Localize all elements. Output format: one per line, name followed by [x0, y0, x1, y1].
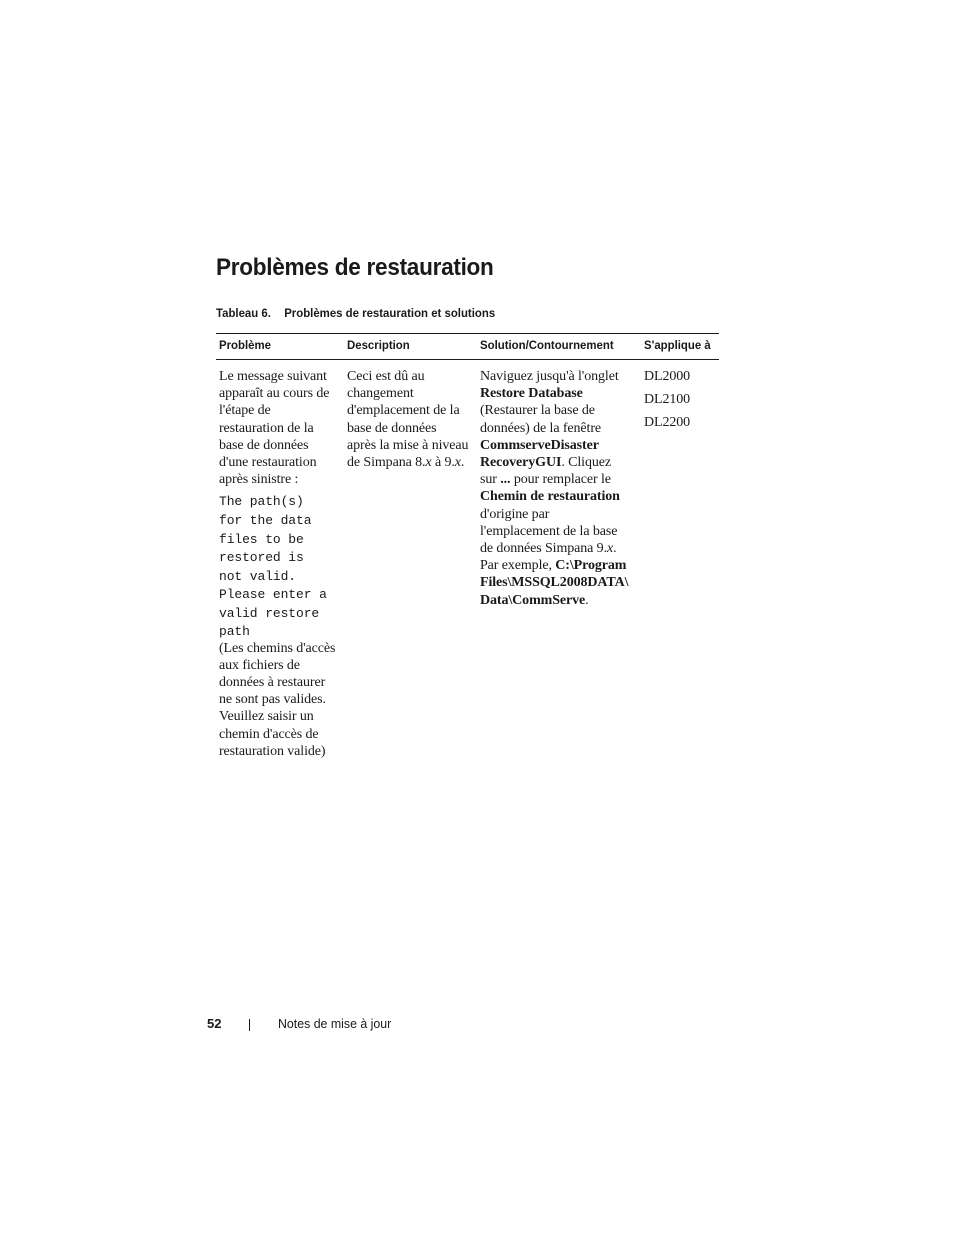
solution-line: (Restaurer la base de [480, 403, 595, 419]
description-text: . [460, 455, 465, 471]
solution-line: Naviguez jusqu'à l'onglet [480, 369, 619, 384]
example-path: Files\MSSQL2008DATA\ [480, 575, 629, 591]
solution-text: sur [480, 472, 501, 488]
solution-line [480, 574, 636, 591]
header-applies-to: S'applique à [644, 338, 711, 352]
problem-cell [219, 368, 341, 760]
problem-intro-line: Le message suivant [219, 369, 327, 384]
problem-intro-line: apparaît au cours de [219, 386, 330, 402]
problem-translation-line: restauration valide) [219, 743, 326, 759]
solution-line: données) de la fenêtre [480, 420, 602, 436]
solution-text: de données Simpana 9. [480, 541, 607, 557]
problem-intro-line: d'une restauration [219, 455, 317, 471]
description-line [347, 454, 475, 471]
code-line: The path(s) [219, 494, 304, 510]
code-line: restored is [219, 550, 304, 566]
problem-intro-line: restauration de la [219, 420, 314, 436]
problem-intro-line: l'étape de [219, 403, 271, 419]
problem-translation-line: Veuillez saisir un [219, 709, 314, 725]
example-path: Data\CommServe [480, 592, 586, 608]
code-line: not valid. [219, 568, 297, 584]
model-dl2100: DL2100 [644, 392, 691, 408]
solution-line [480, 454, 636, 471]
header-probleme: Problème [219, 338, 271, 352]
problem-translation-line: ne sont pas valides. [219, 692, 326, 708]
description-line: changement [347, 386, 414, 402]
table-row [216, 360, 719, 780]
solution-line [480, 592, 636, 609]
table-caption [216, 306, 495, 320]
description-line: après la mise à niveau [347, 437, 469, 453]
description-text: de Simpana 8. [347, 455, 426, 471]
footer-document-title: Notes de mise à jour [278, 1016, 392, 1031]
browse-button-label: ... [500, 472, 511, 488]
model-dl2200: DL2200 [644, 415, 691, 431]
version-variable: x [606, 541, 614, 557]
description-text: à 9. [431, 455, 455, 471]
restore-problems-table [216, 333, 719, 780]
header-description: Description [347, 338, 410, 352]
solution-text: . Cliquez [561, 455, 611, 471]
solution-line [480, 488, 636, 505]
solution-line [480, 557, 636, 574]
table-caption-text: Problèmes de restauration et solutions [284, 306, 496, 320]
problem-translation-line: aux fichiers de [219, 657, 300, 673]
window-name: RecoveryGUI [480, 455, 562, 471]
error-message-code [219, 493, 341, 639]
footer-separator [249, 1019, 250, 1031]
code-line: valid restore [219, 605, 320, 621]
code-line: files to be [219, 531, 304, 547]
problem-translation-line: (Les chemins d'accès [219, 640, 336, 656]
description-line: base de données [347, 420, 437, 436]
window-name: CommserveDisaster [480, 437, 599, 453]
solution-cell [480, 368, 636, 609]
solution-text: pour remplacer le [510, 472, 611, 488]
description-line: Ceci est dû au [347, 369, 425, 384]
problem-intro-line: après sinistre : [219, 472, 299, 488]
solution-line: l'emplacement de la base [480, 523, 618, 539]
solution-line [480, 540, 636, 557]
code-line: for the data [219, 513, 312, 529]
model-dl2000: DL2000 [644, 369, 691, 384]
problem-translation-line: chemin d'accès de [219, 726, 319, 742]
problem-intro-line: base de données [219, 437, 309, 453]
page-title: Problèmes de restauration [216, 254, 494, 281]
problem-translation-line: données à restaurer [219, 674, 326, 690]
example-path: C:\Program [555, 558, 627, 574]
solution-line: d'origine par [480, 506, 550, 522]
solution-line [480, 437, 636, 454]
code-line: Please enter a [219, 587, 327, 603]
table-caption-number: Tableau 6. [216, 306, 271, 320]
solution-text: . [613, 541, 617, 557]
header-solution: Solution/Contournement [480, 338, 614, 352]
version-variable: x [454, 455, 461, 471]
solution-line [480, 471, 636, 488]
description-cell [347, 368, 475, 471]
table-header-row [216, 334, 719, 360]
page-number: 52 [207, 1016, 222, 1031]
code-line: path [219, 623, 250, 639]
description-line: d'emplacement de la [347, 403, 460, 419]
solution-line [480, 385, 636, 402]
applies-to-cell [644, 368, 719, 438]
version-variable: x [425, 455, 432, 471]
solution-text: Par exemple, [480, 558, 556, 574]
solution-text: . [585, 592, 589, 608]
restore-path-field-label: Chemin de restauration [480, 489, 620, 505]
restore-database-tab: Restore Database [480, 386, 583, 402]
